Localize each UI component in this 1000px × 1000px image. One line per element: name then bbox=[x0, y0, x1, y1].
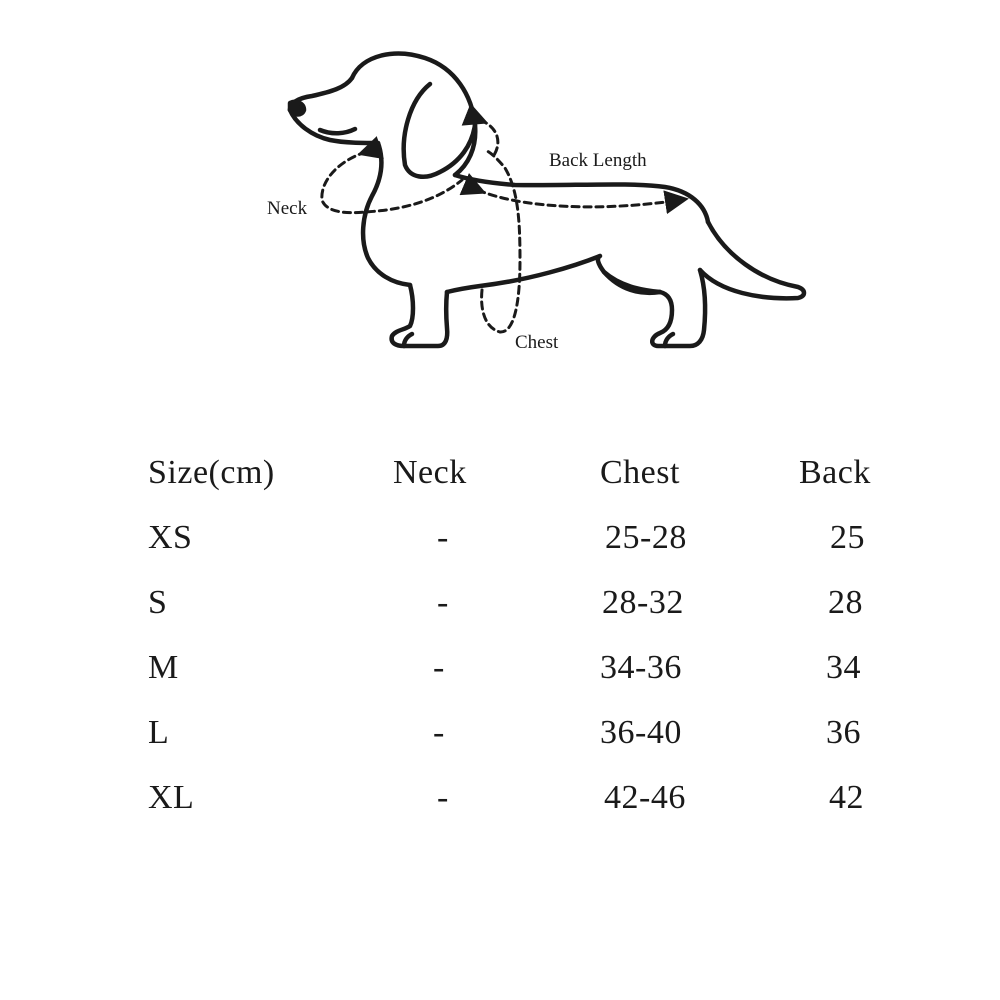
row-neck-cell: - bbox=[437, 584, 449, 621]
row-back-cell: 25 bbox=[830, 519, 865, 556]
header-back: Back bbox=[799, 454, 871, 491]
chest-label: Chest bbox=[515, 332, 559, 353]
row-size-cell: M bbox=[148, 649, 179, 686]
row-back-cell: 36 bbox=[826, 714, 861, 751]
back-length-label: Back Length bbox=[549, 150, 647, 171]
row-neck-cell: - bbox=[437, 779, 449, 816]
neck-label: Neck bbox=[267, 198, 308, 219]
row-chest-cell: 25-28 bbox=[605, 519, 687, 556]
header-size: Size(cm) bbox=[148, 454, 275, 491]
row-chest-cell: 28-32 bbox=[602, 584, 684, 621]
header-chest: Chest bbox=[600, 454, 680, 491]
header-neck: Neck bbox=[393, 454, 467, 491]
row-neck-cell: - bbox=[433, 649, 445, 686]
row-size-cell: L bbox=[148, 714, 170, 751]
row-size-cell: S bbox=[148, 584, 168, 621]
row-chest-cell: 42-46 bbox=[604, 779, 686, 816]
row-back-cell: 28 bbox=[828, 584, 863, 621]
row-size-cell: XL bbox=[148, 779, 195, 816]
row-chest-cell: 36-40 bbox=[600, 714, 682, 751]
row-back-cell: 34 bbox=[826, 649, 861, 686]
row-chest-cell: 34-36 bbox=[600, 649, 682, 686]
row-neck-cell: - bbox=[437, 519, 449, 556]
row-neck-cell: - bbox=[433, 714, 445, 751]
row-back-cell: 42 bbox=[829, 779, 864, 816]
row-size-cell: XS bbox=[148, 519, 193, 556]
